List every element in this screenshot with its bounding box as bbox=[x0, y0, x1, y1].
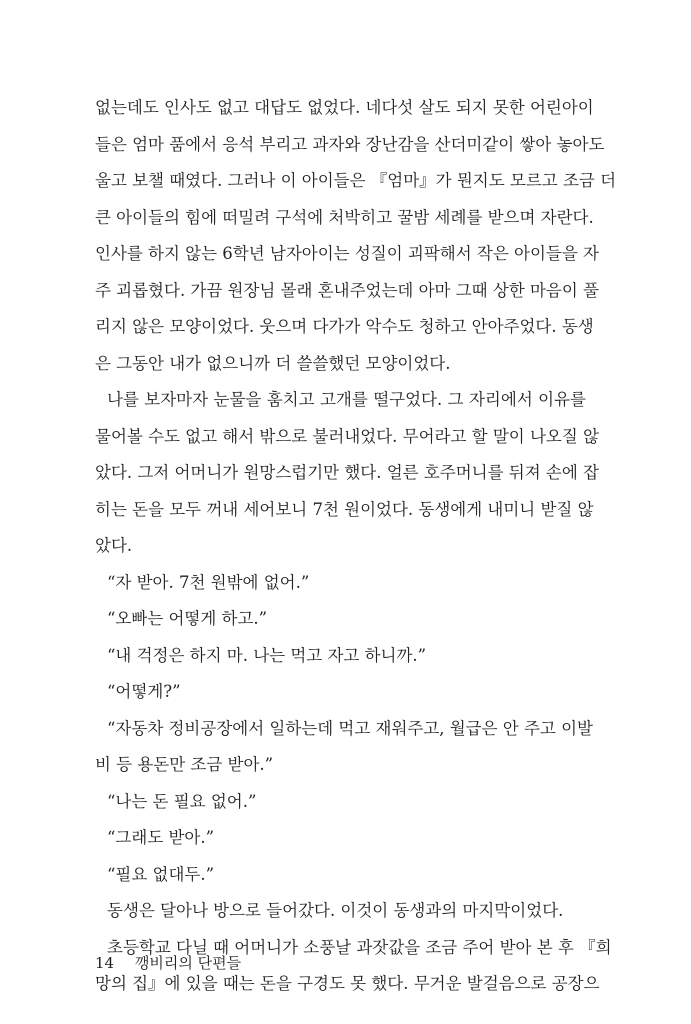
text-line: 물어볼 수도 없고 해서 밖으로 불러내었다. 무어라고 할 말이 나오질 않 bbox=[95, 426, 599, 446]
text-line: “자 받아. 7천 원밖에 없어.” bbox=[107, 572, 310, 592]
text-line: 울고 보챌 때였다. 그러나 이 아이들은 『엄마』가 뭔지도 모르고 조금 더 bbox=[95, 171, 617, 190]
text-line: 들은 엄마 품에서 응석 부리고 과자와 장난감을 산더미같이 쌓아 놓아도 bbox=[95, 134, 605, 154]
text-line: 비 등 용돈만 조금 받아.” bbox=[95, 755, 274, 774]
text-line: 리지 않은 모양이었다. 웃으며 다가가 악수도 청하고 안아주었다. 동생 bbox=[95, 317, 594, 336]
text-line: 은 그동안 내가 없으니까 더 쓸쓸했던 모양이었다. bbox=[95, 353, 451, 373]
text-line: 초등학교 다닐 때 어머니가 소풍날 과잣값을 조금 주어 받아 본 후 『희 bbox=[107, 937, 612, 957]
text-line: 주 괴롭혔다. 가끔 원장님 몰래 혼내주었는데 아마 그때 상한 마음이 풀 bbox=[95, 280, 599, 300]
text-line: “오빠는 어떻게 하고.” bbox=[107, 609, 268, 628]
text-line: “내 걱정은 하지 마. 나는 먹고 자고 하니까.” bbox=[107, 645, 427, 665]
text-line: 큰 아이들의 힘에 떠밀려 구석에 처박히고 꿀밤 세례를 받으며 자란다. bbox=[95, 207, 594, 227]
text-line: 동생은 달아나 방으로 들어갔다. 이것이 동생과의 마지막이었다. bbox=[107, 901, 564, 920]
page-number: 14 bbox=[95, 954, 115, 972]
text-line: 았다. bbox=[95, 536, 133, 555]
text-line: 인사를 하지 않는 6학년 남자아이는 성질이 괴팍해서 작은 아이들을 자 bbox=[95, 244, 599, 263]
text-line: 나를 보자마자 눈물을 훔치고 고개를 떨구었다. 그 자리에서 이유를 bbox=[107, 390, 586, 409]
body-text bbox=[95, 93, 617, 1006]
text-line: “나는 돈 필요 없어.” bbox=[107, 791, 257, 811]
text-line: “필요 없대두.” bbox=[107, 864, 215, 884]
text-line: 없는데도 인사도 없고 대답도 없었다. 네다섯 살도 되지 못한 어린아이 bbox=[95, 98, 594, 117]
running-title: 깽비리의 단편들 bbox=[134, 954, 242, 972]
text-line: 망의 집』에 있을 때는 돈을 구경도 못 했다. 무거운 발걸음으로 공장으 bbox=[95, 974, 600, 993]
text-line: 히는 돈을 모두 꺼내 세어보니 7천 원이었다. 동생에게 내미니 받질 않 bbox=[95, 499, 594, 519]
text-line: 았다. 그저 어머니가 원망스럽기만 했다. 얼른 호주머니를 뒤져 손에 잡 bbox=[95, 463, 599, 482]
page-footer bbox=[95, 952, 241, 973]
text-line: “어떻게?” bbox=[107, 682, 181, 701]
text-line: “자동차 정비공장에서 일하는데 먹고 재워주고, 월급은 안 주고 이발 bbox=[107, 718, 593, 738]
text-line: “그래도 받아.” bbox=[107, 828, 215, 847]
